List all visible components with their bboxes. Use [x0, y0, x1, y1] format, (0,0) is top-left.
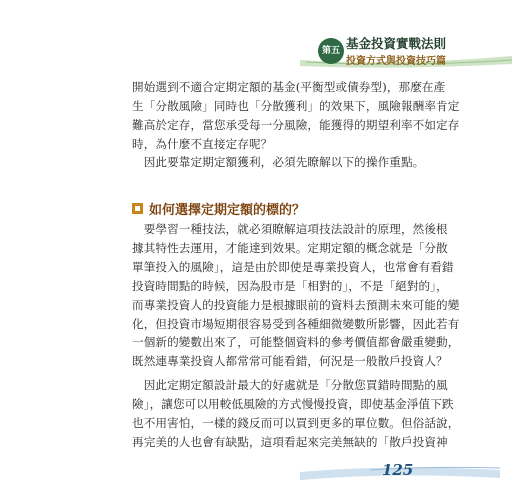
chapter-badge: 第五章	[318, 38, 344, 64]
paragraph-1	[132, 78, 460, 154]
section-square-icon	[132, 203, 143, 214]
text-line: 再完美的人也會有缺點，這項看起來完美無缺的「散戶投資神	[132, 434, 448, 449]
text-line: 險」，讓您可以用較低風險的方式慢慢投資，即使基金淨值下跌	[132, 396, 454, 411]
text-line: 一個新的變數出來了，可能整個資料的參考價值都會嚴重變動，	[132, 335, 460, 350]
text-line: 開始選到不適合定期定額的基金(平衡型或債券型)，那麼在產	[132, 80, 446, 94]
text-line: 化，但投資市場短期很容易受到各種細微變數所影響，因此若有	[132, 316, 460, 331]
section-heading: 如何選擇定期定額的標的？	[149, 203, 306, 218]
text-line: 也不用害怕，一樣的錢反而可以買到更多的單位數。但俗話說，	[132, 415, 460, 430]
paragraph-2	[132, 153, 425, 172]
paragraph-4	[132, 376, 460, 452]
text-line: 要學習一種技法，就必須瞭解這項技法設計的原理，然後根	[132, 222, 448, 236]
chapter-title: 基金投資實戰法則	[346, 36, 447, 51]
text-line: 據其特性去運用，才能達到效果。定期定額的概念就是「分散	[132, 240, 448, 255]
text-line: 而專業投資人的投資能力是根據眼前的資料去預測未來可能的變	[132, 297, 460, 312]
text-line: 因此定期定額設計最大的好處就是「分散您買錯時間點的風	[132, 378, 448, 392]
page-number: 125	[382, 461, 414, 479]
text-line: 時，為什麼不直接定存呢？	[132, 136, 273, 151]
paragraph-3	[132, 220, 460, 371]
text-line: 難高於定存，當您承受每一分風險，能獲得的期望利率不如定存	[132, 117, 460, 132]
text-line: 單筆投入的風險」，這是由於即使是專業投資人，也常會有看錯	[132, 259, 454, 274]
text-line: 既然連專業投資人都常常可能看錯，何況是一般散戶投資人？	[132, 354, 448, 369]
text-line: 生「分散風險」同時也「分散獲利」的效果下，風險報酬率肯定	[132, 98, 460, 113]
chapter-subtitle: 投資方式與投資技巧篇	[346, 56, 446, 67]
text-line: 投資時間點的時候，因為股市是「相對的」，不是「絕對的」，	[132, 278, 448, 293]
text-line: 因此要靠定期定額獲利，必須先瞭解以下的操作重點。	[132, 155, 425, 169]
